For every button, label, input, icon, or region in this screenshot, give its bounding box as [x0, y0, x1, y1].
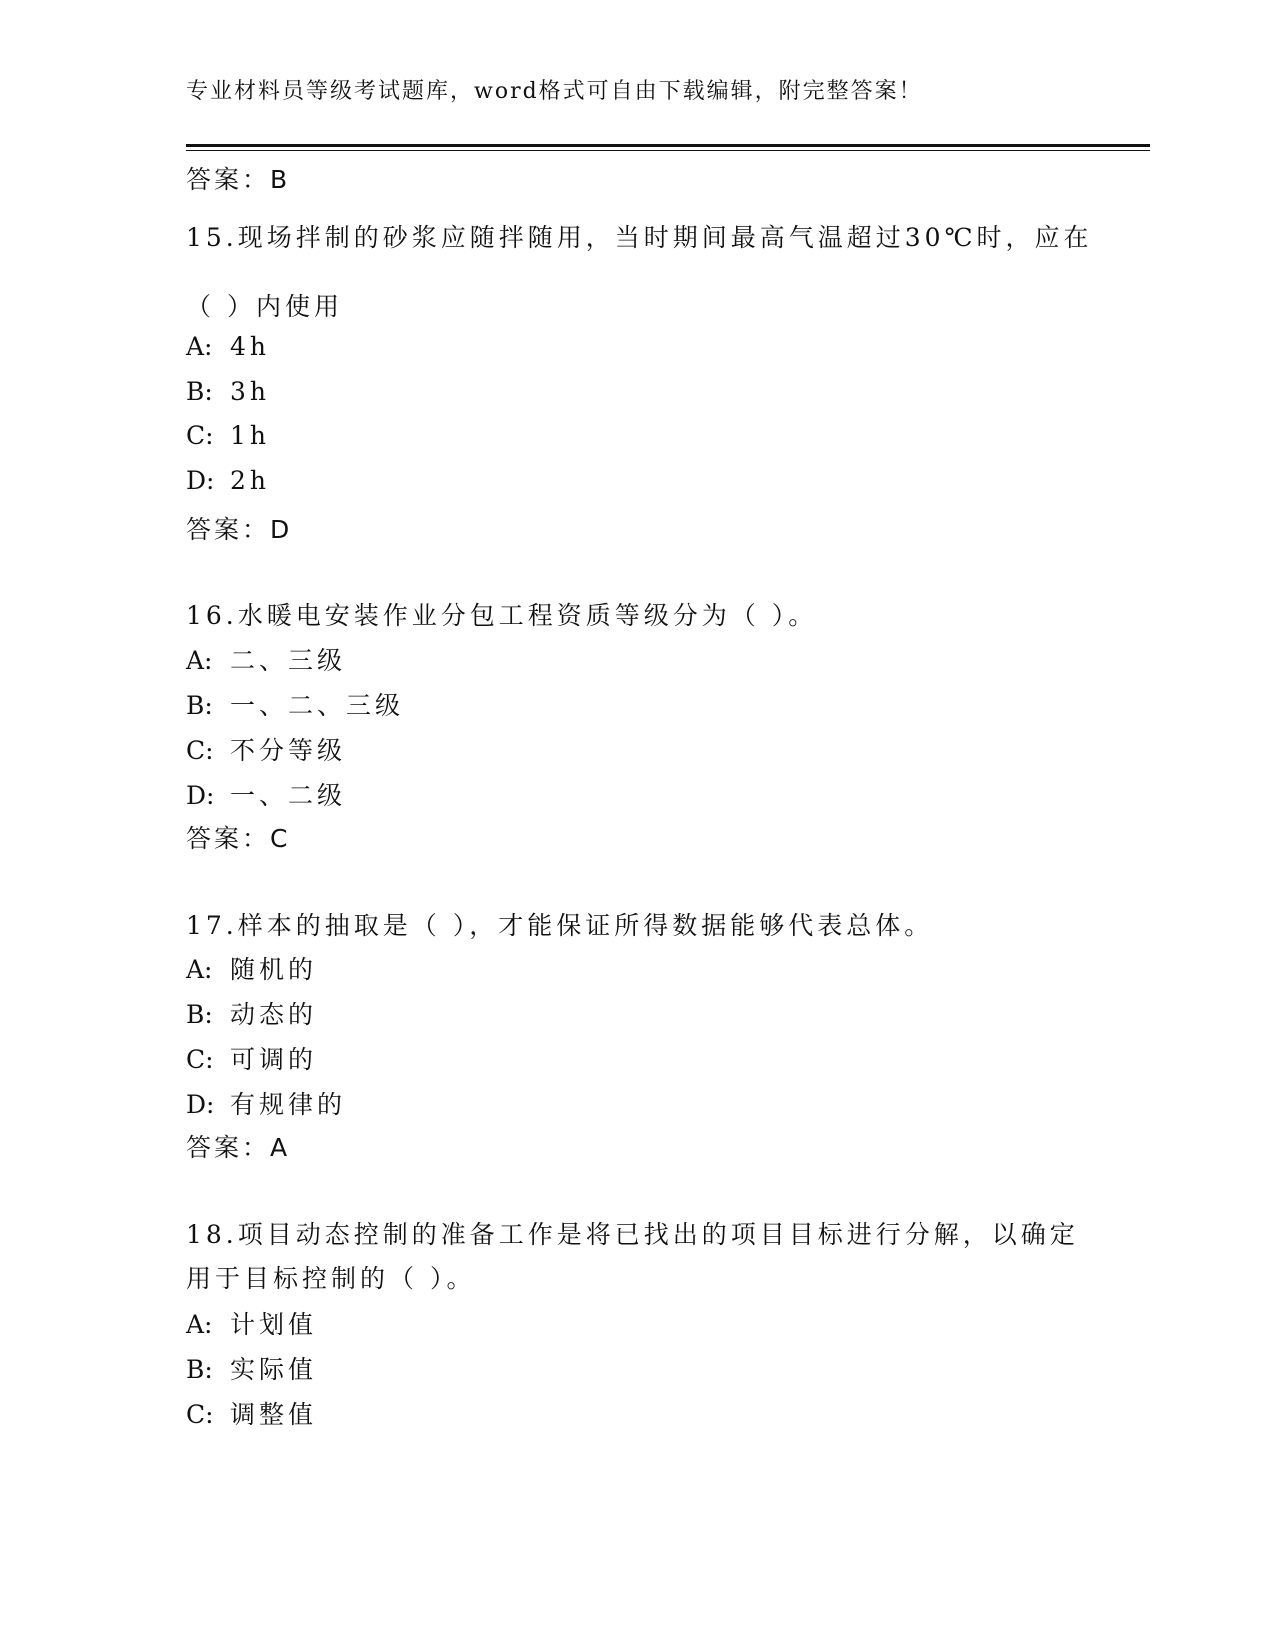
- option-text: 不分等级: [230, 736, 347, 765]
- option-text: 1h: [230, 421, 271, 450]
- answer-line: 答案：B: [186, 165, 291, 194]
- question-text: 18.项目动态控制的准备工作是将已找出的项目目标进行分解，以确定: [186, 1220, 1079, 1249]
- option-b: [186, 995, 317, 1031]
- question-text: 15.现场拌制的砂浆应随拌随用，当时期间最高气温超过30℃时，应在: [186, 223, 1093, 252]
- option-c: [186, 1040, 317, 1076]
- option-text: 动态的: [230, 1000, 318, 1029]
- question-text: 17.样本的抽取是（ ），才能保证所得数据能够代表总体。: [186, 911, 934, 940]
- header-rule-thin: [186, 150, 1150, 151]
- option-text: 4h: [230, 332, 271, 361]
- answer-line: 答案：C: [186, 824, 291, 853]
- option-text: 二、三级: [230, 646, 347, 675]
- option-text: 计划值: [230, 1310, 318, 1339]
- option-d: [186, 466, 270, 495]
- option-label: C:: [186, 1045, 214, 1074]
- option-text: 一、二级: [230, 781, 347, 810]
- option-a: [186, 1305, 317, 1341]
- option-text: 可调的: [230, 1045, 318, 1074]
- option-b: [186, 377, 270, 406]
- option-label: D:: [186, 466, 215, 495]
- answer-line: 答案：D: [186, 515, 293, 544]
- option-a: [186, 332, 270, 361]
- option-text: 调整值: [230, 1400, 318, 1429]
- option-a: [186, 950, 317, 986]
- option-label: C:: [186, 736, 214, 765]
- option-label: D:: [186, 1090, 215, 1119]
- option-c: [186, 1395, 317, 1431]
- option-c: [186, 731, 346, 767]
- option-label: B:: [186, 1355, 213, 1384]
- option-text: 一、二、三级: [230, 691, 405, 720]
- option-label: A:: [186, 955, 213, 984]
- option-label: A:: [186, 332, 213, 361]
- page-header: 专业材料员等级考试题库，word格式可自由下载编辑，附完整答案！: [186, 79, 923, 104]
- option-text: 随机的: [230, 955, 318, 984]
- option-label: A:: [186, 646, 213, 675]
- option-b: [186, 1350, 317, 1386]
- answer-line: 答案：A: [186, 1133, 291, 1162]
- option-text: 实际值: [230, 1355, 318, 1384]
- question-text: 16.水暖电安装作业分包工程资质等级分为（ ）。: [186, 601, 818, 630]
- option-label: D:: [186, 781, 215, 810]
- option-text: 2h: [230, 466, 271, 495]
- question-text: 用于目标控制的（ ）。: [186, 1264, 476, 1293]
- option-label: B:: [186, 1000, 213, 1029]
- option-c: [186, 421, 270, 450]
- option-label: C:: [186, 421, 214, 450]
- option-label: C:: [186, 1400, 214, 1429]
- option-label: B:: [186, 691, 213, 720]
- header-rule-thick: [186, 144, 1150, 147]
- option-b: [186, 686, 404, 722]
- option-label: B:: [186, 377, 213, 406]
- option-d: [186, 776, 346, 812]
- option-a: [186, 641, 346, 677]
- question-text: （ ）内使用: [186, 292, 343, 321]
- option-text: 有规律的: [230, 1090, 347, 1119]
- option-d: [186, 1085, 346, 1121]
- option-label: A:: [186, 1310, 213, 1339]
- option-text: 3h: [230, 377, 271, 406]
